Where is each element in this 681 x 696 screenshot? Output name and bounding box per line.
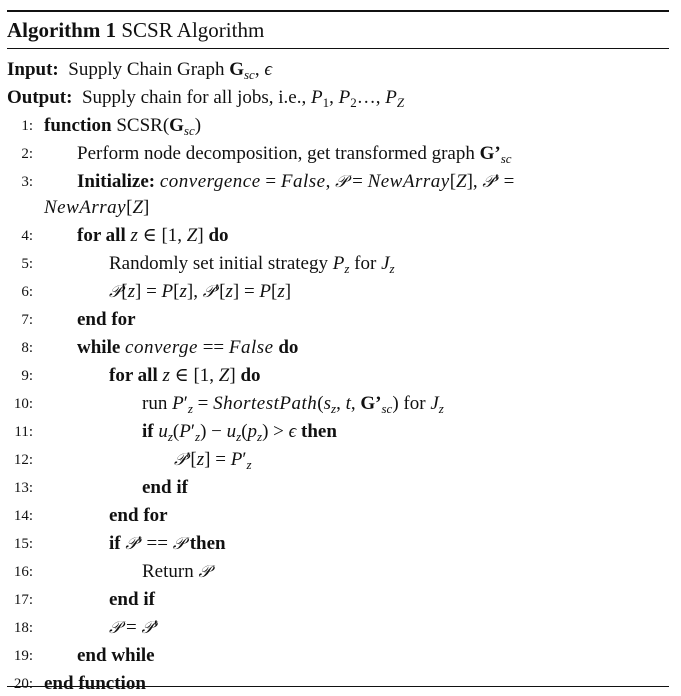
caption-rule (7, 48, 669, 49)
algorithm-caption (7, 12, 669, 48)
caption-label: Algorithm 1 (7, 18, 117, 42)
algorithm-block: Algorithm 1 SCSR Algorithm Input: Supply Chain Graph $G_{sc}$, ϵ Output: Supply chain for all jobs, i.e., $P_1$, $P_2\dots$, $P_Z$ 1: function $SCSR(G_{sc})$ 2: Perform node decomposition, get transformed graph $G’_{sc}$ 3: Initialize: convergence = False, 𝒫 = NewArray[Z], 𝒫′ = NewArray[Z] 4: for all z ∈ [1, Z] do 5: Randomly set initial strategy $P_z$ for $J_z$ 6: 𝒫[z] = P[z], 𝒫′[z] = P[z] 7: end for 8: while converge == False do 9: for all z ∈ [1, Z] do 10: run $P'_z$ = $ShortestPath(s_z$, t, $G’_{sc}$) for $J_z$ 11: if $u_z(P'_z) - u_z(p_z) > \epsilon$ then 12: 𝒫′[z] = $P'_z$ 13: end if 14: end for 15: if 𝒫′ == 𝒫 then 16: Return 𝒫 17: end if 18: 𝒫 = 𝒫′ 19: end while 20: end function (7, 10, 669, 49)
output-line: Output: Supply chain for all jobs, i.e., $P_1$, $P_2\dots$, $P_Z$ (7, 87, 405, 110)
input-line: Input: Supply Chain Graph $G_{sc}$, ϵ (7, 59, 272, 82)
caption-title: SCSR Algorithm (121, 18, 265, 42)
bottom-rule (7, 686, 669, 687)
